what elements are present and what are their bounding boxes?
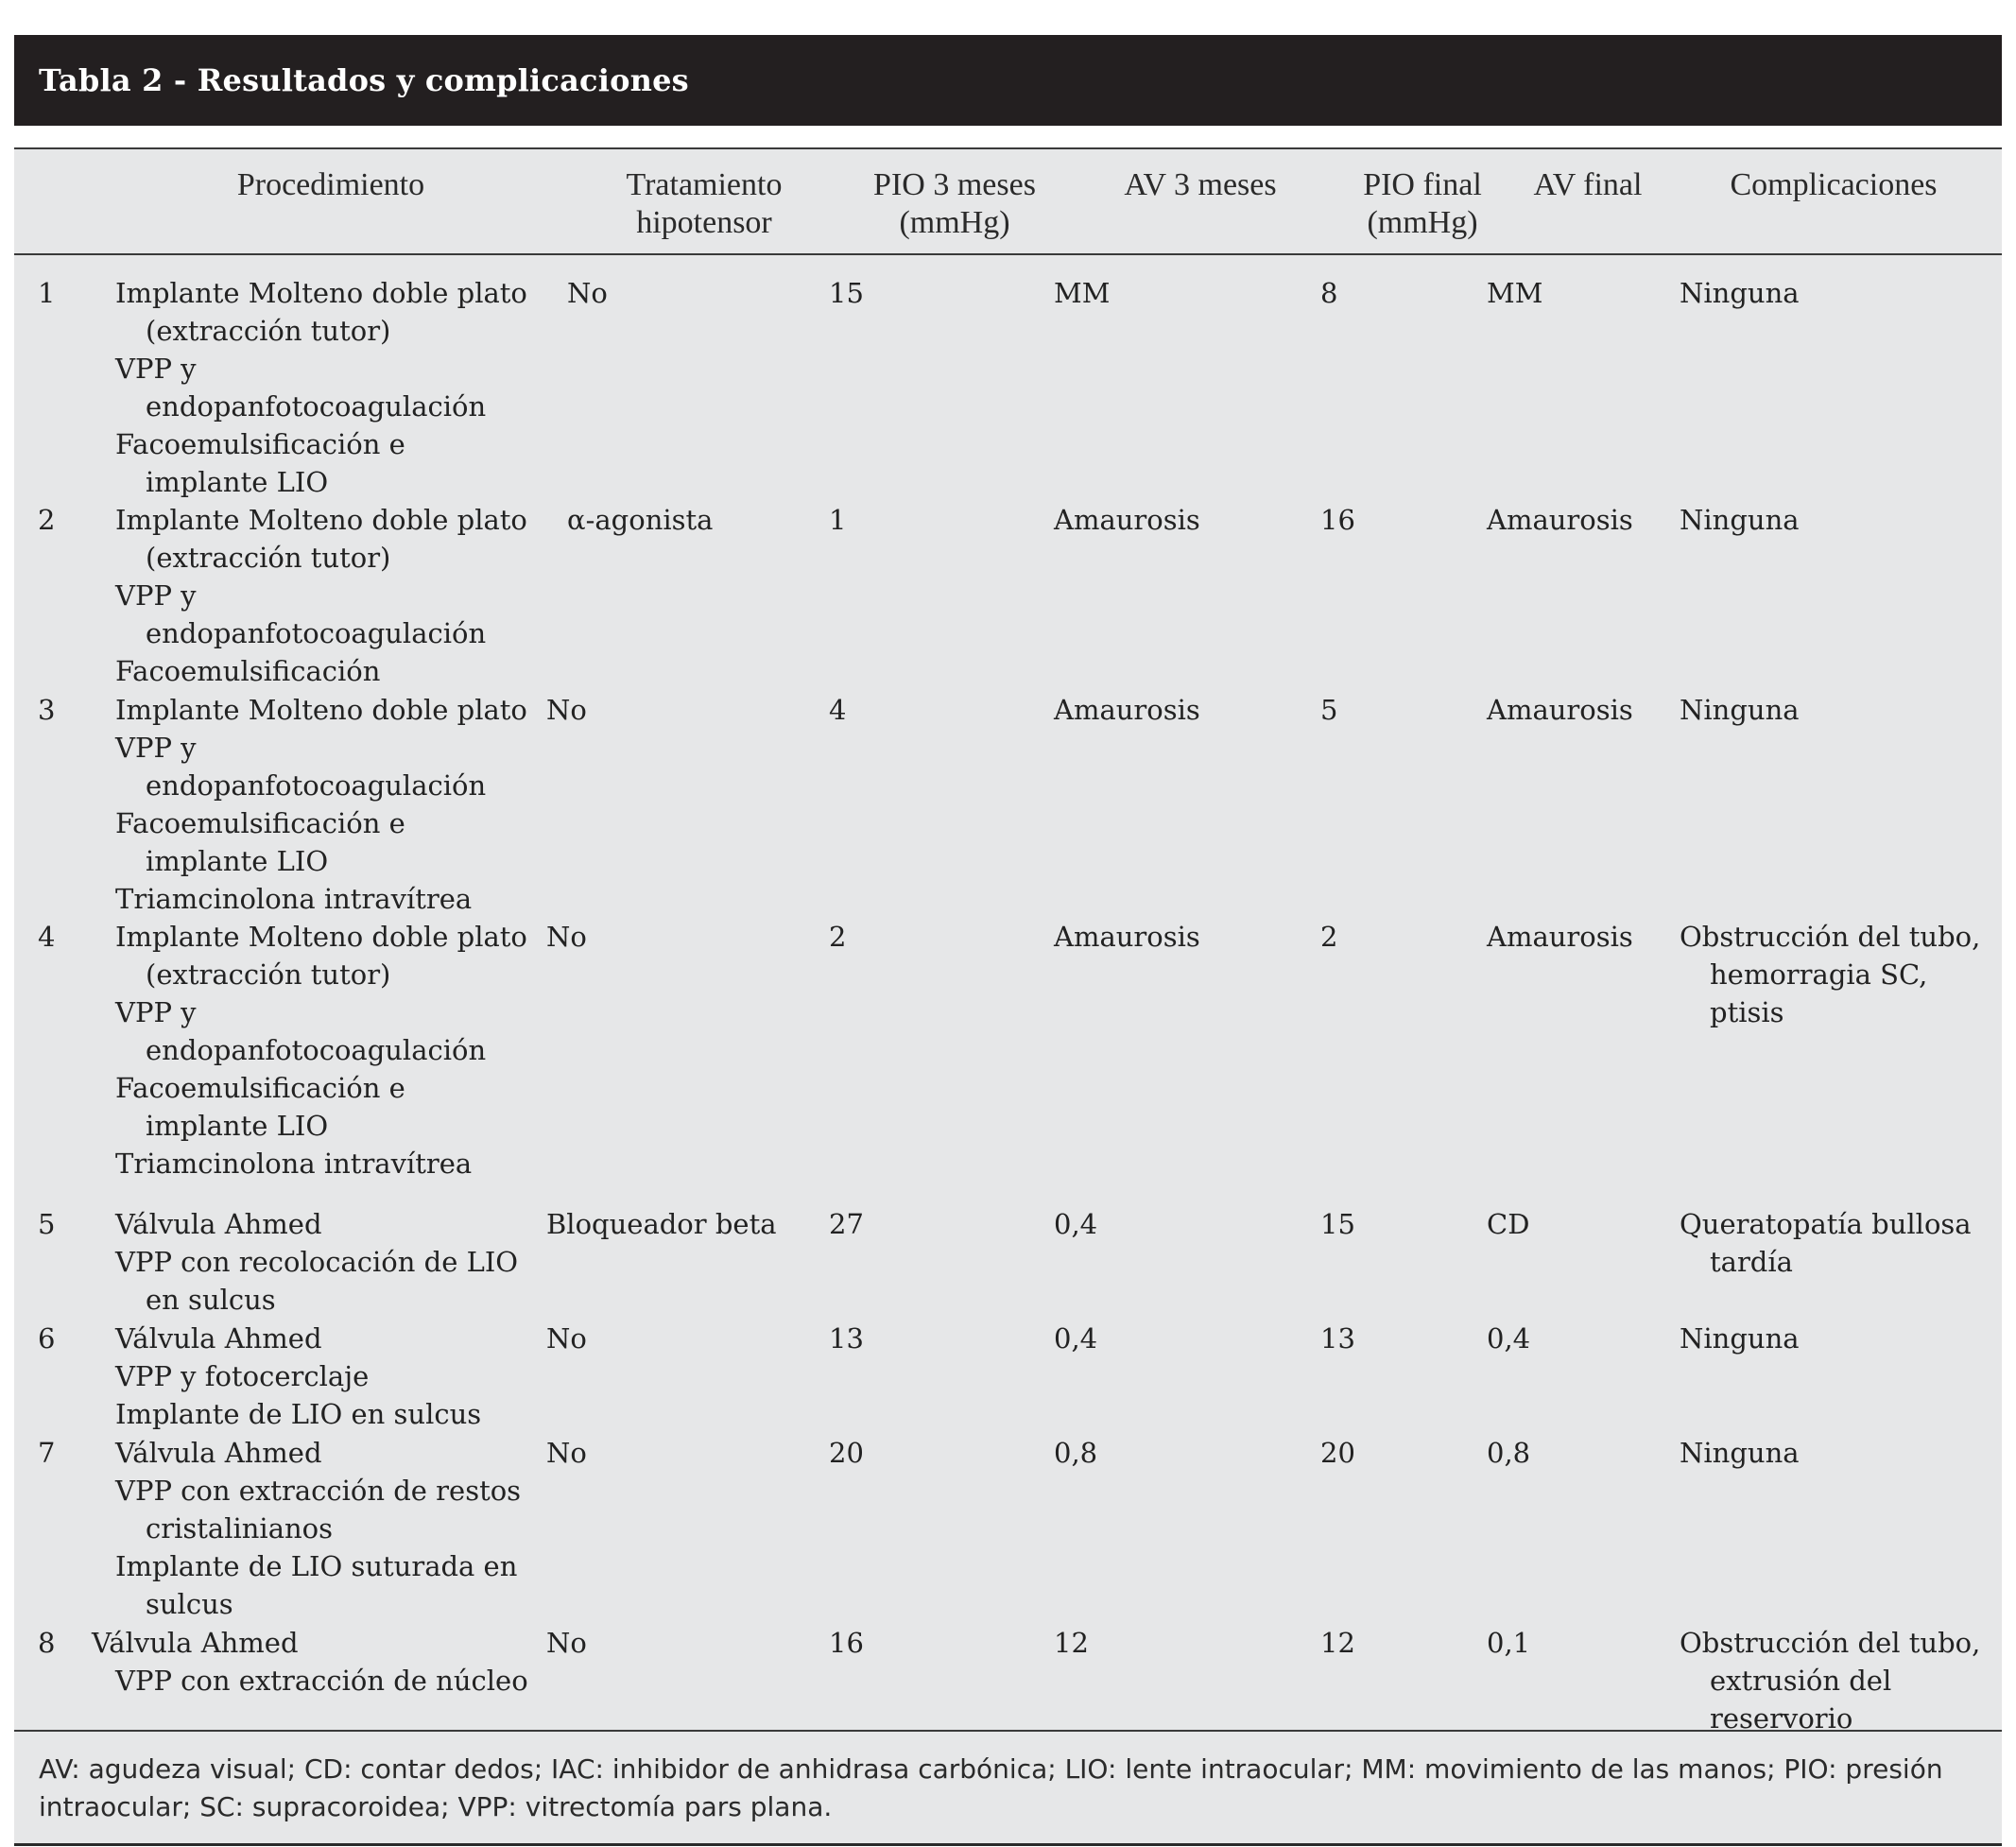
- cell-number: 1: [38, 277, 56, 309]
- cell-procedimiento-line: Implante Molteno doble plato: [115, 504, 527, 536]
- cell-number: 6: [38, 1322, 56, 1355]
- table-header-row: [14, 149, 2002, 255]
- cell-av-final: Amaurosis: [1487, 921, 1633, 953]
- cell-av-final: 0,1: [1487, 1627, 1531, 1659]
- table-rows: [14, 255, 2002, 1735]
- cell-pio-final: 13: [1320, 1322, 1355, 1355]
- cell-procedimiento-line: Válvula Ahmed: [92, 1627, 299, 1659]
- cell-procedimiento-line: VPP y: [115, 996, 197, 1028]
- table-body: [14, 147, 2002, 1846]
- cell-procedimiento-line: VPP con extracción de restos: [115, 1475, 522, 1507]
- cell-procedimiento-line: Válvula Ahmed: [115, 1437, 322, 1469]
- cell-procedimiento-line: Facoemulsificación e: [115, 428, 405, 460]
- cell-av-3-meses: Amaurosis: [1054, 504, 1200, 536]
- header-av-3-meses: AV 3 meses: [1124, 167, 1277, 202]
- cell-complicaciones: [1680, 918, 1980, 1031]
- cell-procedimiento: [115, 691, 527, 918]
- cell-procedimiento: [115, 274, 527, 501]
- cell-pio-final: 5: [1320, 694, 1338, 726]
- cell-complicaciones: [1680, 1434, 1800, 1472]
- header-complicaciones: Complicaciones: [1730, 167, 1938, 202]
- cell-pio-3-meses: 20: [829, 1437, 864, 1469]
- cell-pio-3-meses: 13: [829, 1322, 864, 1355]
- cell-procedimiento-line: Implante de LIO en sulcus: [115, 1398, 482, 1430]
- cell-tratamiento: No: [546, 1437, 587, 1469]
- cell-procedimiento-line: VPP y: [115, 353, 197, 385]
- cell-complicaciones: [1680, 501, 1800, 539]
- cell-procedimiento-line: cristalinianos: [146, 1512, 334, 1545]
- header-av-final: AV final: [1533, 167, 1643, 202]
- cell-procedimiento-line: Facoemulsificación: [115, 655, 381, 687]
- cell-complicaciones: [1680, 1320, 1800, 1357]
- cell-pio-3-meses: 27: [829, 1208, 864, 1240]
- cell-av-3-meses: 0,4: [1054, 1322, 1098, 1355]
- cell-av-3-meses: 0,8: [1054, 1437, 1098, 1469]
- cell-complicaciones-line: Ninguna: [1680, 1437, 1800, 1469]
- cell-tratamiento: Bloqueador beta: [546, 1208, 777, 1240]
- cell-procedimiento-line: Facoemulsificación e: [115, 807, 405, 839]
- cell-pio-final: 8: [1320, 277, 1338, 309]
- header-procedimiento: Procedimiento: [236, 167, 425, 202]
- cell-complicaciones: [1680, 1205, 1972, 1281]
- cell-procedimiento-line: implante LIO: [146, 845, 329, 877]
- cell-av-final: 0,4: [1487, 1322, 1531, 1355]
- cell-procedimiento-line: Implante Molteno doble plato: [115, 277, 527, 309]
- cell-number: 7: [38, 1437, 56, 1469]
- cell-pio-3-meses: 15: [829, 277, 864, 309]
- cell-pio-final: 12: [1320, 1627, 1355, 1659]
- cell-procedimiento-line: VPP con extracción de núcleo: [115, 1665, 528, 1697]
- cell-number: 2: [38, 504, 56, 536]
- cell-procedimiento-line: en sulcus: [146, 1284, 276, 1316]
- cell-procedimiento-line: VPP y: [115, 579, 197, 612]
- cell-procedimiento-line: (extracción tutor): [146, 958, 391, 991]
- cell-complicaciones-line: ptisis: [1710, 996, 1784, 1028]
- cell-procedimiento-line: VPP y: [115, 732, 197, 764]
- cell-complicaciones-line: Obstrucción del tubo,: [1680, 921, 1981, 953]
- cell-procedimiento-line: Válvula Ahmed: [115, 1208, 322, 1240]
- cell-av-final: CD: [1487, 1208, 1530, 1240]
- cell-procedimiento-line: (extracción tutor): [146, 542, 391, 574]
- cell-number: 4: [38, 921, 56, 953]
- cell-complicaciones-line: Obstrucción del tubo,: [1680, 1627, 1981, 1659]
- cell-pio-3-meses: 4: [829, 694, 847, 726]
- cell-pio-3-meses: 2: [829, 921, 847, 953]
- cell-pio-final: 20: [1320, 1437, 1355, 1469]
- cell-complicaciones-line: reservorio: [1710, 1702, 1853, 1735]
- cell-pio-3-meses: 16: [829, 1627, 864, 1659]
- table-footnote: AV: agudeza visual; CD: contar dedos; IAC: inhibidor de anhidrasa carbónica; LIO: lente intraocular; MM: movimiento de las manos; PIO: presión intraocular; SC: supracoroidea; VPP: vitrectomía pars plana.: [14, 1730, 2002, 1843]
- cell-procedimiento-line: Facoemulsificación e: [115, 1072, 405, 1104]
- cell-complicaciones-line: Ninguna: [1680, 694, 1800, 726]
- cell-complicaciones-line: hemorragia SC,: [1710, 958, 1928, 991]
- cell-pio-final: 15: [1320, 1208, 1355, 1240]
- cell-procedimiento: [115, 1205, 518, 1319]
- cell-procedimiento-line: (extracción tutor): [146, 315, 391, 347]
- header-pio-final: PIO final (mmHg): [1363, 167, 1482, 240]
- cell-complicaciones-line: tardía: [1710, 1246, 1793, 1278]
- cell-procedimiento: [115, 1320, 481, 1433]
- cell-complicaciones: [1680, 274, 1800, 312]
- cell-complicaciones-line: extrusión del: [1710, 1665, 1892, 1697]
- cell-tratamiento: No: [567, 277, 608, 309]
- cell-pio-3-meses: 1: [829, 504, 847, 536]
- cell-complicaciones: [1680, 691, 1800, 729]
- cell-procedimiento: [115, 501, 527, 690]
- header-tratamiento: Tratamiento hipotensor: [626, 167, 783, 240]
- cell-av-final: Amaurosis: [1487, 694, 1633, 726]
- cell-complicaciones-line: Ninguna: [1680, 1322, 1800, 1355]
- cell-procedimiento: [115, 918, 527, 1182]
- cell-procedimiento-line: sulcus: [146, 1588, 233, 1620]
- cell-tratamiento: No: [546, 1627, 587, 1659]
- cell-tratamiento: α-agonista: [567, 504, 714, 536]
- cell-procedimiento-line: endopanfotocoagulación: [146, 390, 487, 423]
- cell-complicaciones: [1680, 1624, 1980, 1737]
- cell-av-final: Amaurosis: [1487, 504, 1633, 536]
- cell-tratamiento: No: [546, 921, 587, 953]
- cell-complicaciones-line: Queratopatía bullosa: [1680, 1208, 1972, 1240]
- cell-av-3-meses: 0,4: [1054, 1208, 1098, 1240]
- cell-av-final: 0,8: [1487, 1437, 1531, 1469]
- cell-tratamiento: No: [546, 694, 587, 726]
- cell-procedimiento-line: Implante Molteno doble plato: [115, 921, 527, 953]
- cell-complicaciones-line: Ninguna: [1680, 504, 1800, 536]
- cell-procedimiento-line: endopanfotocoagulación: [146, 769, 487, 802]
- cell-complicaciones-line: Ninguna: [1680, 277, 1800, 309]
- cell-pio-final: 2: [1320, 921, 1338, 953]
- cell-av-3-meses: 12: [1054, 1627, 1089, 1659]
- cell-procedimiento-line: endopanfotocoagulación: [146, 617, 487, 649]
- cell-av-3-meses: MM: [1054, 277, 1111, 309]
- cell-procedimiento-line: VPP con recolocación de LIO: [115, 1246, 519, 1278]
- cell-pio-final: 16: [1320, 504, 1355, 536]
- cell-av-final: MM: [1487, 277, 1543, 309]
- cell-procedimiento-line: Válvula Ahmed: [115, 1322, 322, 1355]
- cell-av-3-meses: Amaurosis: [1054, 921, 1200, 953]
- results-table: [14, 35, 2002, 1846]
- cell-procedimiento-line: endopanfotocoagulación: [146, 1034, 487, 1066]
- cell-procedimiento-line: Implante Molteno doble plato: [115, 694, 527, 726]
- cell-procedimiento-line: Implante de LIO suturada en: [115, 1550, 518, 1582]
- table-title: Tabla 2 - Resultados y complicaciones: [14, 35, 2002, 126]
- cell-procedimiento: [115, 1434, 521, 1623]
- cell-tratamiento: No: [546, 1322, 587, 1355]
- cell-av-3-meses: Amaurosis: [1054, 694, 1200, 726]
- cell-procedimiento-line: implante LIO: [146, 1110, 329, 1142]
- cell-procedimiento-line: VPP y fotocerclaje: [115, 1360, 370, 1392]
- cell-number: 8: [38, 1627, 56, 1659]
- cell-procedimiento-line: Triamcinolona intravítrea: [115, 1148, 473, 1180]
- cell-procedimiento-line: implante LIO: [146, 466, 329, 498]
- cell-number: 5: [38, 1208, 56, 1240]
- cell-procedimiento: [92, 1624, 528, 1700]
- header-pio-3-meses: PIO 3 meses (mmHg): [873, 167, 1036, 240]
- cell-procedimiento-line: Triamcinolona intravítrea: [115, 883, 473, 915]
- cell-number: 3: [38, 694, 56, 726]
